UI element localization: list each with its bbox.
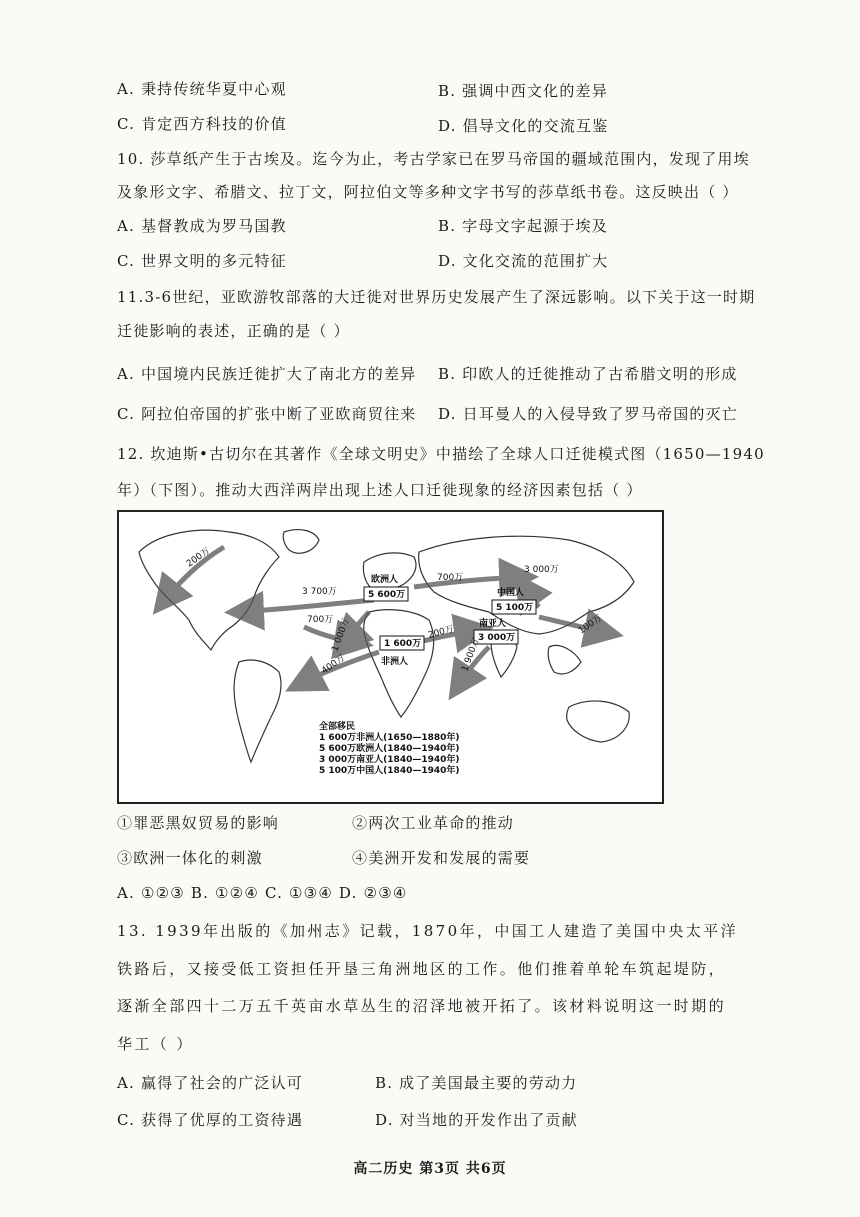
arrow-1900-label: 1 900万 (460, 636, 482, 674)
q9-option-b: B. 强调中西文化的差异 (438, 82, 608, 100)
q10-option-b: B. 字母文字起源于埃及 (438, 217, 608, 235)
q11-option-a: A. 中国境内民族迁徙扩大了南北方的差异 (117, 365, 417, 383)
chinese-label: 中国人 (497, 588, 525, 598)
arrow-700-east-label: 700万 (437, 573, 464, 583)
q9-option-a: A. 秉持传统华夏中心观 (117, 80, 287, 98)
q10-option-c: C. 世界文明的多元特征 (117, 252, 287, 270)
arrow-700-east (414, 577, 529, 587)
legend-title: 全部移民 (319, 722, 356, 732)
southeast-asia-outline (548, 645, 581, 673)
south-asia-box-value: 3 000万 (478, 633, 516, 643)
china-box-value: 5 100万 (496, 603, 534, 613)
australia-outline (567, 701, 630, 742)
migration-map (117, 510, 664, 804)
q11-option-c: C. 阿拉伯帝国的扩张中断了亚欧商贸往来 (117, 405, 417, 423)
q12-options: A. ①②③ B. ①②④ C. ①③④ D. ②③④ (117, 884, 408, 902)
q12-item-3: ③欧洲一体化的刺激 (117, 849, 263, 867)
arrow-200-africa-label: 200万 (427, 624, 456, 641)
south-asians-label: 南亚人 (479, 619, 507, 629)
q11-option-b: B. 印欧人的迁徙推动了古希腊文明的形成 (438, 365, 738, 383)
q11-stem-line1: 11.3-6世纪，亚欧游牧部落的大迁徙对世界历史发展产生了深远影响。以下关于这一时期 (117, 288, 756, 306)
arrow-400-label: 400万 (319, 653, 348, 677)
arrow-3700 (234, 600, 374, 612)
q13-stem-line3: 逐渐全部四十二万五千英亩水草丛生的沼泽地被开拓了。该材料说明这一时期的 (117, 997, 727, 1015)
legend-row-2: 5 600万欧洲人(1840—1940年) (319, 744, 460, 754)
q12-stem-line1: 12. 坎迪斯•古切尔在其著作《全球文明史》中描绘了全球人口迁徙模式图（1650—1940 (117, 445, 765, 463)
arrow-3000-ne-label: 3 000万 (524, 565, 559, 575)
greenland-outline (283, 530, 319, 554)
q11-option-d: D. 日耳曼人的入侵导致了罗马帝国的灭亡 (438, 405, 739, 423)
arrow-100-label: 100万 (576, 613, 605, 637)
europeans-label: 欧洲人 (371, 575, 399, 585)
q12-stem-line2: 年）（下图）。推动大西洋两岸出现上述人口迁徙现象的经济因素包括（ ） (117, 481, 643, 499)
legend-row-1: 1 600万非洲人(1650—1880年) (319, 733, 460, 743)
q12-item-2: ②两次工业革命的推动 (352, 814, 515, 832)
q10-option-a: A. 基督教成为罗马国教 (117, 217, 287, 235)
africans-label: 非洲人 (381, 657, 409, 667)
south-america-outline (234, 660, 281, 762)
arrow-700-sw-label: 700万 (307, 615, 334, 625)
arrow-3700-label: 3 700万 (302, 587, 337, 597)
legend-row-3: 3 000万南亚人(1840—1940年) (319, 755, 460, 765)
page-footer: 高二历史 第3页 共6页 (353, 1161, 507, 1177)
q9-option-c: C. 肯定西方科技的价值 (117, 115, 287, 133)
north-america-outline (139, 530, 279, 650)
q13-stem-line4: 华工（ ） (117, 1035, 194, 1053)
q10-option-d: D. 文化交流的范围扩大 (438, 252, 609, 270)
q10-stem-line2: 及象形文字、希腊文、拉丁文，阿拉伯文等多种文字书写的莎草纸书卷。这反映出（ ） (117, 183, 739, 201)
q13-option-a: A. 赢得了社会的广泛认可 (117, 1074, 303, 1092)
q13-stem-line1: 13. 1939年出版的《加州志》记载，1870年，中国工人建造了美国中央太平洋 (117, 922, 738, 940)
europe-box-value: 5 600万 (368, 590, 406, 600)
q12-item-4: ④美洲开发和发展的需要 (352, 849, 531, 867)
q13-option-d: D. 对当地的开发作出了贡献 (375, 1111, 578, 1129)
africa-box-value: 1 600万 (384, 639, 422, 649)
q13-stem-line2: 铁路后，又接受低工资担任开垦三角洲地区的工作。他们推着单轮车筑起堤防， (117, 960, 727, 978)
map-legend (319, 722, 460, 777)
arrow-1000-label: 1 000万 (330, 616, 352, 654)
arrow-200-nw-label: 200万 (184, 546, 213, 570)
q9-option-d: D. 倡导文化的交流互鉴 (438, 117, 609, 135)
legend-row-4: 5 100万中国人(1840—1940年) (319, 766, 460, 776)
q12-item-1: ①罪恶黑奴贸易的影响 (117, 814, 280, 832)
q13-option-c: C. 获得了优厚的工资待遇 (117, 1111, 304, 1129)
q11-stem-line2: 迁徙影响的表述，正确的是（ ） (117, 322, 350, 340)
q13-option-b: B. 成了美国最主要的劳动力 (375, 1074, 578, 1092)
q10-stem-line1: 10. 莎草纸产生于古埃及。迄今为止，考古学家已在罗马帝国的疆域范围内，发现了用埃 (117, 150, 750, 168)
